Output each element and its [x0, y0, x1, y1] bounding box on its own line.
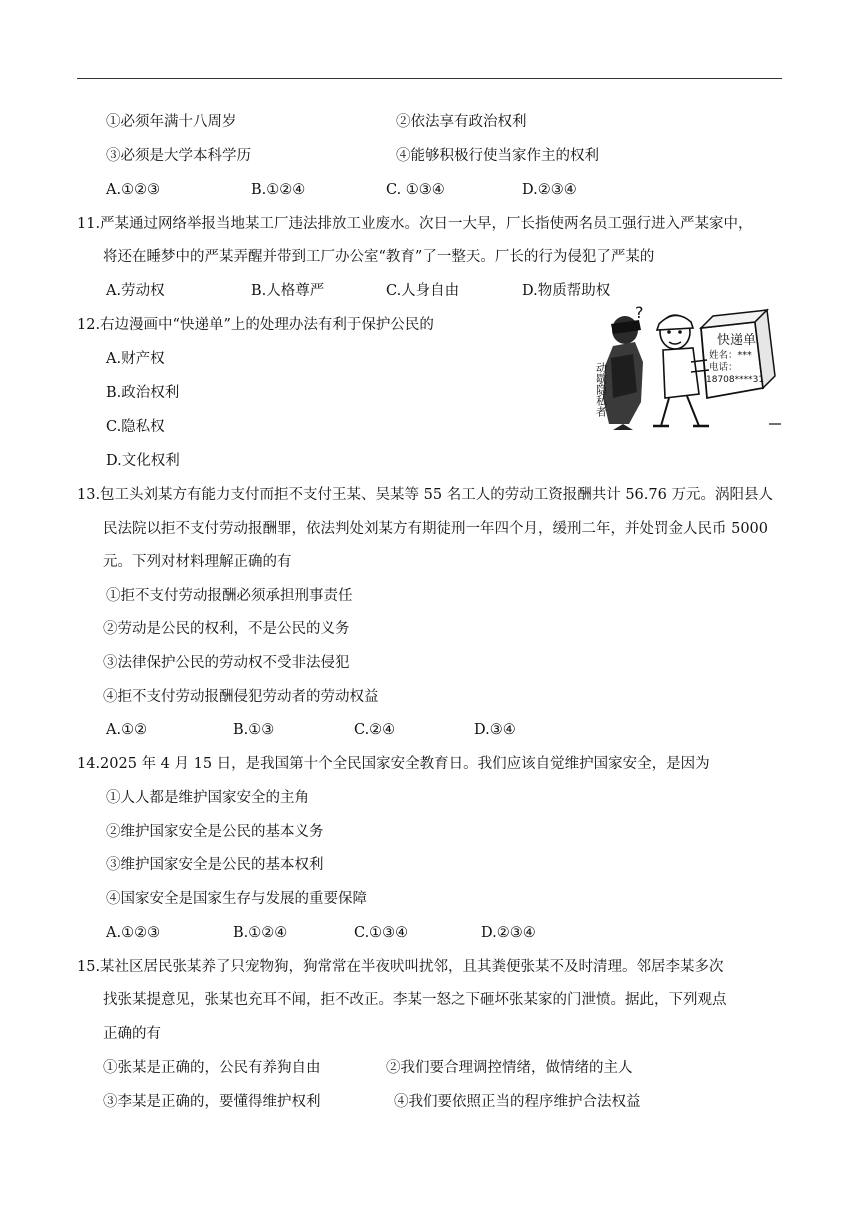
q11-choice-d: D.物质帮助权: [522, 283, 611, 299]
q10-option-3: ③必须是大学本科学历: [106, 148, 251, 164]
header-rule: [77, 78, 782, 79]
q13-stem-line-1: 13.包工头刘某方有能力支付而拒不支付王某、吴某等 55 名工人的劳动工资报酬共计 56.76 万元。涡阳县人: [77, 487, 773, 503]
courier-cartoon-illustration: [583, 302, 783, 430]
q13-choice-c: C.②④: [354, 722, 396, 738]
q13-option-4: ④拒不支付劳动报酬侵犯劳动者的劳动权益: [103, 689, 379, 705]
q11-choice-a: A.劳动权: [106, 283, 165, 299]
q14-choice-a: A.①②③: [106, 925, 161, 941]
q14-option-1: ①人人都是维护国家安全的主角: [106, 790, 309, 806]
q12-choice-b: B.政治权利: [106, 385, 180, 401]
q15-stem-line-1: 15.某社区居民张某养了只宠物狗，狗常常在半夜吠叫扰邻，且其粪便张某不及时清理。邻居李某多次: [77, 959, 724, 975]
q13-option-3: ③法律保护公民的劳动权不受非法侵犯: [103, 655, 350, 671]
q14-option-2: ②维护国家安全是公民的基本义务: [106, 824, 324, 840]
q10-choice-c: C. ①③④: [386, 182, 445, 198]
q15-stem-line-3: 正确的有: [103, 1026, 161, 1042]
cartoon-side-text: 动歇隐私者: [594, 362, 608, 417]
question-mark: ?: [635, 303, 644, 322]
q10-choice-b: B.①②④: [251, 182, 306, 198]
q13-choice-a: A.①②: [106, 722, 148, 738]
q13-choice-d: D.③④: [474, 722, 516, 738]
q13-option-2: ②劳动是公民的权利，不是公民的义务: [103, 621, 350, 637]
q12-choice-a: A.财产权: [106, 351, 165, 367]
cartoon-name-line: 姓名：***: [709, 350, 752, 361]
q15-option-2: ②我们要合理调控情绪，做情绪的主人: [386, 1060, 633, 1076]
q10-option-2: ②依法享有政治权利: [396, 114, 527, 130]
q10-choice-a: A.①②③: [106, 182, 161, 198]
q14-stem: 14.2025 年 4 月 15 日，是我国第十个全民国家安全教育日。我们应该自觉维护国家安全，是因为: [77, 756, 710, 772]
q13-choice-b: B.①③: [233, 722, 275, 738]
q11-stem-line-2: 将还在睡梦中的严某弄醒并带到工厂办公室“教育”了一整天。厂长的行为侵犯了严某的: [103, 249, 655, 265]
q14-option-3: ③维护国家安全是公民的基本权利: [106, 857, 324, 873]
cartoon-box-title: 快递单: [717, 333, 757, 348]
q12-choice-d: D.文化权利: [106, 453, 180, 469]
q12-choice-c: C.隐私权: [106, 419, 165, 435]
q13-option-1: ①拒不支付劳动报酬必须承担刑事责任: [106, 588, 353, 604]
q14-choice-b: B.①②④: [233, 925, 288, 941]
q11-stem-line-1: 11.严某通过网络举报当地某工厂违法排放工业废水。次日一大早，厂长指使两名员工强行进入严某家中，: [77, 216, 753, 232]
q15-option-3: ③李某是正确的，要懂得维护权利: [103, 1094, 321, 1110]
q10-option-4: ④能够积极行使当家作主的权利: [396, 148, 599, 164]
q15-option-1: ①张某是正确的，公民有养狗自由: [103, 1060, 321, 1076]
q14-choice-c: C.①③④: [354, 925, 409, 941]
q14-choice-d: D.②③④: [481, 925, 536, 941]
cartoon-phone-line: 电话：: [709, 362, 738, 373]
q13-stem-line-3: 元。下列对材料理解正确的有: [103, 554, 292, 570]
q12-stem: 12.右边漫画中“快递单”上的处理办法有利于保护公民的: [77, 317, 434, 333]
q15-option-4: ④我们要依照正当的程序维护合法权益: [394, 1094, 641, 1110]
q10-choice-d: D.②③④: [522, 182, 577, 198]
q11-choice-b: B.人格尊严: [251, 283, 325, 299]
q14-option-4: ④国家安全是国家生存与发展的重要保障: [106, 891, 367, 907]
cartoon-number-line: 18708****31: [706, 375, 765, 385]
q10-option-1: ①必须年满十八周岁: [106, 114, 237, 130]
q15-stem-line-2: 找张某提意见，张某也充耳不闻，拒不改正。李某一怒之下砸坏张某家的门泄愤。据此，下列观点: [103, 992, 727, 1008]
q13-stem-line-2: 民法院以拒不支付劳动报酬罪，依法判处刘某方有期徒刑一年四个月，缓刑二年，并处罚金人民币 5000: [103, 521, 769, 537]
q11-choice-c: C.人身自由: [386, 283, 460, 299]
